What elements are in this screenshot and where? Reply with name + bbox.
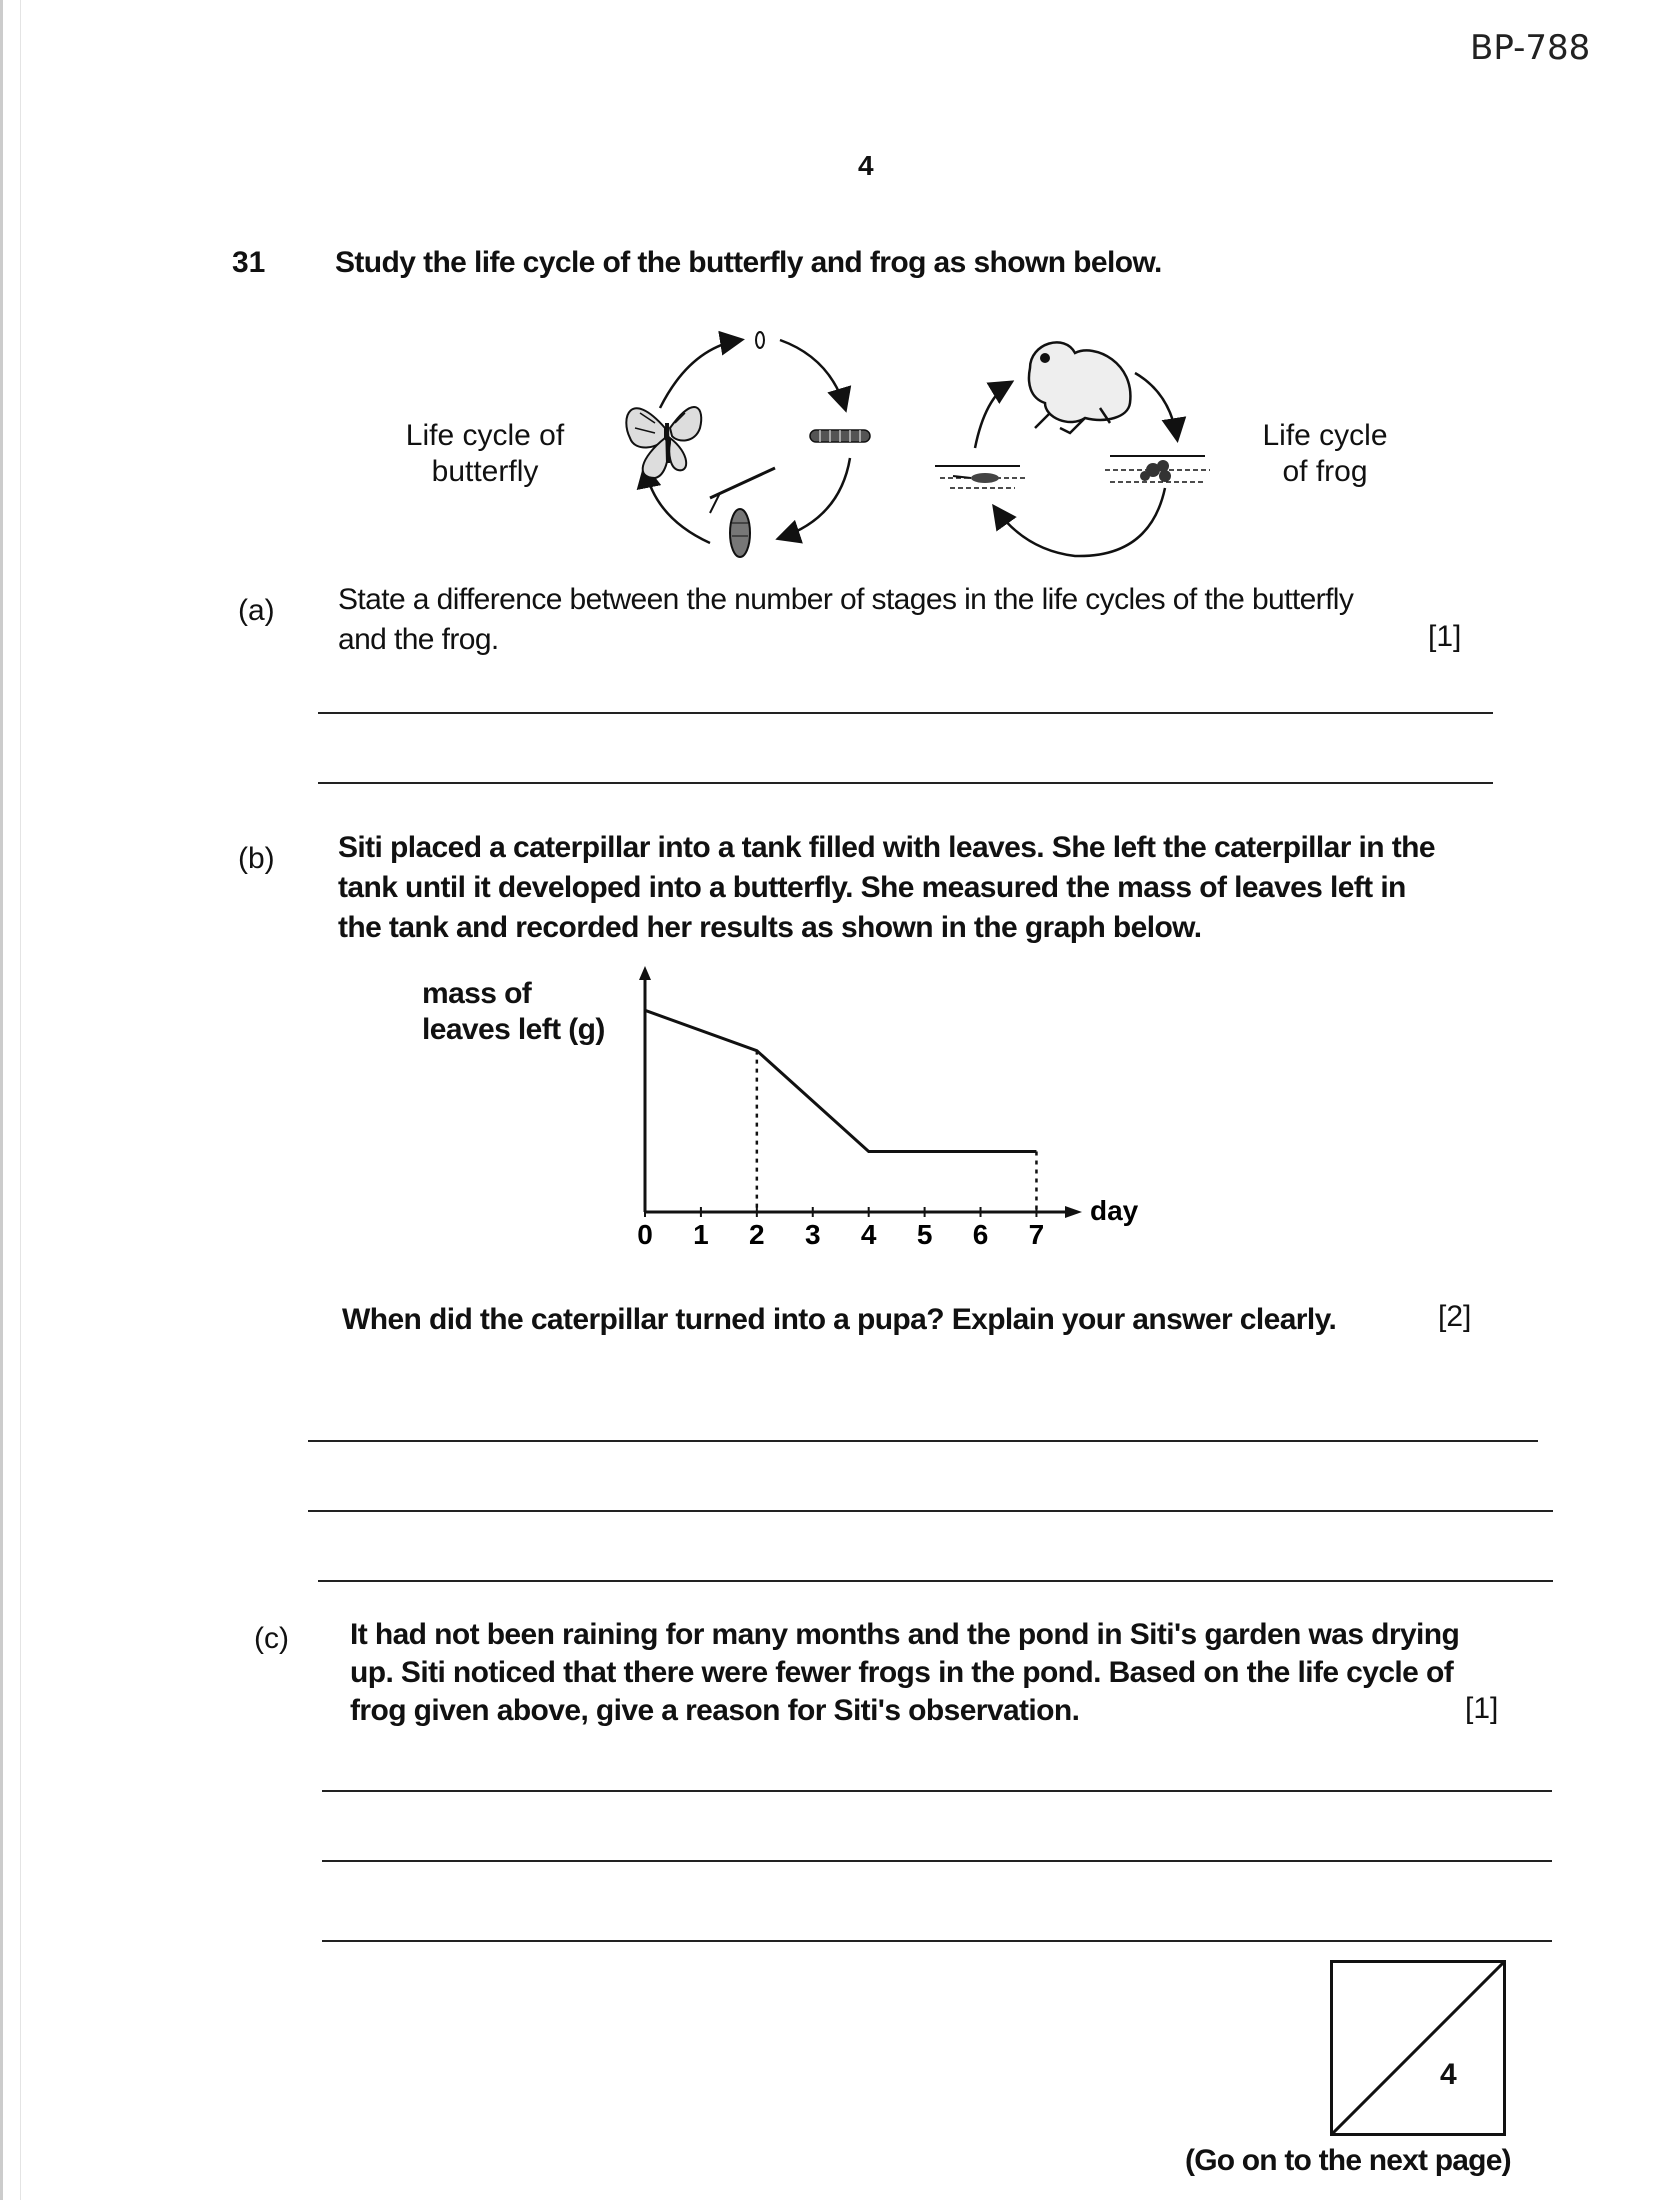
part-b-line1: Siti placed a caterpillar into a tank filled with leaves. She left the caterpillar in the (338, 831, 1435, 864)
butterfly-life-cycle-diagram (600, 318, 940, 578)
score-box (1330, 1960, 1506, 2136)
part-b-question: When did the caterpillar turned into a pupa? Explain your answer clearly. (342, 1303, 1337, 1336)
chart-series-line (645, 1010, 1036, 1151)
frog-cycle-label-line1: Life cycle (1262, 419, 1388, 452)
frogspawn-icon (1105, 456, 1210, 482)
part-a-question (338, 580, 1353, 660)
part-c-line3: frog given above, give a reason for Siti's observation. (350, 1694, 1080, 1727)
part-b-answer-line-2[interactable] (308, 1510, 1553, 1512)
chart-x-axis-arrow (1065, 1206, 1082, 1218)
caterpillar-icon (810, 430, 870, 442)
arrow-frog-to-eggs (1135, 373, 1177, 438)
go-on-note: (Go on to the next page) (1185, 2144, 1511, 2177)
part-b-answer-line-1[interactable] (308, 1440, 1538, 1442)
part-a-line2: and the frog. (338, 623, 499, 656)
egg-icon (756, 332, 764, 348)
part-a-answer-line-2[interactable] (318, 782, 1493, 784)
part-a-marks: [1] (1428, 620, 1462, 653)
butterfly-icon (626, 407, 701, 478)
part-b-marks: [2] (1438, 1300, 1472, 1333)
arrow-larva-to-pupa (780, 458, 850, 538)
part-c-marks: [1] (1465, 1692, 1499, 1725)
tadpole-icon (935, 466, 1025, 488)
part-c-answer-line-1[interactable] (322, 1790, 1552, 1792)
arrow-pupa-to-adult (645, 468, 710, 543)
question-intro: Study the life cycle of the butterfly and frog as shown below. (335, 246, 1162, 279)
score-box-diagonal (1333, 1963, 1503, 2133)
frog-life-cycle-diagram (935, 318, 1225, 578)
part-c-line2: up. Siti noticed that there were fewer frogs in the pond. Based on the life cycle of (350, 1656, 1454, 1689)
leaves-mass-chart (620, 960, 1180, 1260)
page-edge-shadow (0, 0, 3, 2200)
part-c-answer-line-2[interactable] (322, 1860, 1552, 1862)
part-b-label: (b) (238, 842, 275, 875)
chart-x-tick-label: 1 (693, 1219, 709, 1250)
arrow-tadpole-to-frog (975, 383, 1010, 448)
part-a-line1: State a difference between the number of stages in the life cycles of the butterfly (338, 583, 1354, 616)
butterfly-cycle-label (380, 418, 590, 490)
frog-cycle-label (1240, 418, 1410, 490)
chart-x-tick-label: 5 (916, 1219, 933, 1250)
chart-x-tick-label: 3 (804, 1219, 821, 1250)
part-b-line2: tank until it developed into a butterfly. She measured the mass of leaves left in (338, 871, 1406, 904)
part-a-label: (a) (238, 594, 275, 627)
pupa-icon (710, 468, 775, 557)
chart-x-tick-label: 2 (749, 1219, 765, 1250)
chart-x-tick-label: 6 (972, 1219, 989, 1250)
chart-x-tick-label: 0 (637, 1219, 653, 1250)
part-b-text (338, 828, 1435, 948)
page-margin-line (20, 0, 21, 2200)
frog-cycle-label-line2: of frog (1282, 455, 1368, 488)
frog-icon (1029, 342, 1130, 433)
part-c-text (350, 1616, 1459, 1730)
question-number: 31 (232, 246, 266, 279)
chart-x-tick-label: 4 (860, 1219, 877, 1250)
chart-y-axis-arrow (639, 966, 651, 980)
document-code: BP-788 (1470, 28, 1591, 68)
chart-ylabel (422, 976, 605, 1048)
part-c-answer-line-3[interactable] (322, 1940, 1552, 1942)
score-value: 4 (1440, 2058, 1457, 2091)
butterfly-cycle-label-line2: butterfly (431, 455, 539, 488)
chart-x-tick-label: 7 (1028, 1219, 1045, 1250)
butterfly-cycle-label-line1: Life cycle of (405, 419, 565, 452)
chart-xlabel: day (1090, 1195, 1139, 1226)
chart-ylabel-line2: leaves left (g) (422, 1013, 605, 1046)
part-b-answer-line-3[interactable] (318, 1580, 1553, 1582)
part-b-line3: the tank and recorded her results as shown in the graph below. (338, 911, 1202, 944)
arrow-egg-to-larva (780, 340, 845, 408)
chart-ylabel-line1: mass of (422, 977, 532, 1010)
part-c-label: (c) (254, 1622, 289, 1655)
part-a-answer-line-1[interactable] (318, 712, 1493, 714)
arrow-eggs-to-tadpole (995, 488, 1165, 556)
arrow-adult-to-egg (660, 340, 740, 408)
page-number: 4 (858, 150, 874, 181)
part-c-line1: It had not been raining for many months and the pond in Siti's garden was drying (350, 1618, 1460, 1651)
